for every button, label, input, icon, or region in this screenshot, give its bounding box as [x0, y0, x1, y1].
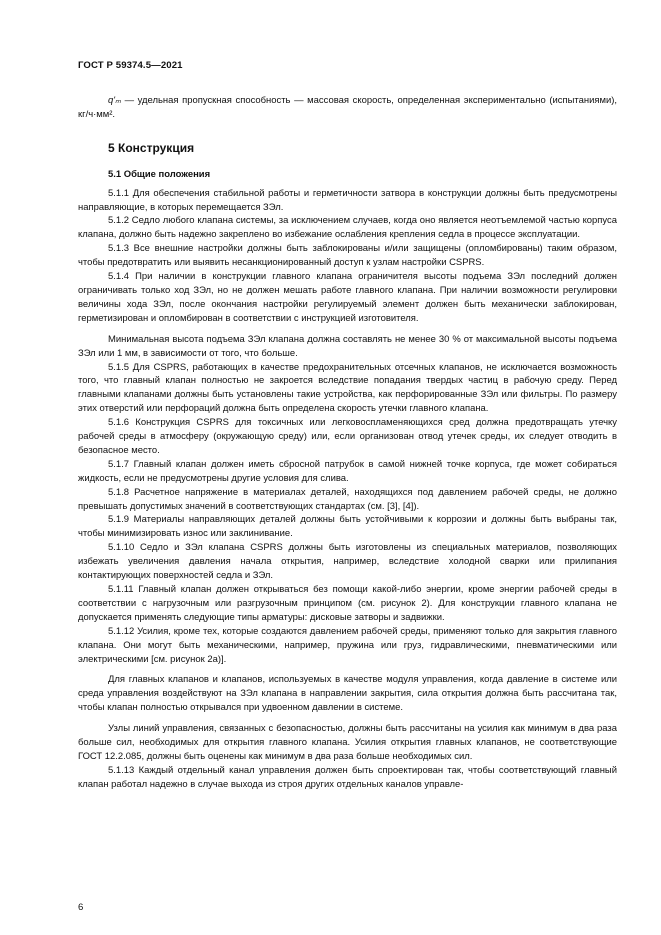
paragraph: 5.1.6 Конструкция CSPRS для токсичных или легковоспламеняющихся сред должна предотвращать утечку рабочей среды в атмосферу (окружающую среду) или, если организован отвод утечек среды, их следует отводить в безопасное место. [78, 417, 617, 456]
paragraph: 5.1.7 Главный клапан должен иметь сбросной патрубок в самой нижней точке корпуса, где может собираться жидкость, если не предусмотрены другие условия для слива. [78, 458, 617, 484]
paragraph: 5.1.10 Седло и ЗЭл клапана CSPRS должны быть изготовлены из специальных материалов, позволяющих избежать увеличения давления начала открытия, например, вследствие холодной сварки или прилипания контактирующих поверхностей седла и ЗЭл. [78, 542, 617, 582]
paragraph: 5.1.3 Все внешние настройки должны быть заблокированы и/или защищены (опломбированы) таким образом, чтобы предотвратить или выявить несанкционированный доступ к узлам настройки CSPRS. [78, 243, 617, 269]
paragraph: 5.1.4 При наличии в конструкции главного клапана ограничителя высоты подъема ЗЭл последний должен ограничивать только ход ЗЭл, но не должен мешать работе главного клапана. При наличии возможности регулировки величины хода ЗЭл, после окончания настройки регулируемый элемент должен быть механически заблокирован, герметизирован и опломбирован в соответствии с инструкцией изготовителя. [78, 271, 617, 324]
paragraph: Для главных клапанов и клапанов, используемых в качестве модуля управления, когда давление в системе или среда управления воздействуют на ЗЭл клапана в направлении закрытия, сила открытия должна быть рассчитана так, чтобы клапан полностью открывался при удвоенном давлении в системе. [78, 674, 617, 714]
paragraph: 5.1.8 Расчетное напряжение в материалах деталей, находящихся под давлением рабочей среды, не должно превышать допустимых значений в соответствующих стандартах (см. [3], [4]). [78, 486, 617, 512]
paragraph: 5.1.5 Для CSPRS, работающих в качестве предохранительных отсечных клапанов, не исключается возможность того, что главный клапан полностью не закроется вследствие попадания твердых частиц в рабочую среду. Перед главными клапанами должны быть установлены такие устройства, как перфорированные ЗЭл или фильтры. По размеру этих отверстий или перфораций должна быть определена скорость утечки главного клапана. [78, 361, 617, 415]
section-title: 5 Конструкция [108, 140, 195, 155]
document-body [78, 94, 617, 792]
subsection-title: 5.1 Общие положения [108, 168, 211, 180]
paragraph: Минимальная высота подъема ЗЭл клапана должна составлять не менее 30 % от максимальной высоты подъема ЗЭл или 1 мм, в зависимости от того, что больше. [78, 333, 617, 359]
page-number: 6 [78, 902, 84, 913]
document-header: ГОСТ Р 59374.5—2021 [78, 60, 183, 71]
paragraph: Узлы линий управления, связанных с безопасностью, должны быть рассчитаны на усилия как минимум в два раза больше сил, необходимых для открытия главного клапана. Усилия открытия главных клапанов, не соответствующие ГОСТ 12.2.085, должны быть оценены как минимум в два раза больше необходимых сил. [78, 723, 617, 762]
paragraph: 5.1.11 Главный клапан должен открываться без помощи какой-либо энергии, кроме энергии рабочей среды в соответствии с нагрузочным или разгрузочным принципом (см. рисунок 2). Для конструкции главного клапана не допускается применять следующие типы арматуры: дисковые затворы и задвижки. [78, 584, 617, 623]
definition-text: — удельная пропускная способность — массовая скорость, определенная экспериментально (испытаниями), кг/ч·мм². [78, 95, 617, 120]
definition-term: q'ₘ [108, 95, 121, 106]
definition [78, 94, 617, 122]
paragraph: 5.1.1 Для обеспечения стабильной работы и герметичности затвора в конструкции должны быть предусмотрены направляющие, в которых перемещается ЗЭл. [78, 187, 617, 213]
paragraph: 5.1.13 Каждый отдельный канал управления должен быть спроектирован так, чтобы соответствующий главный клапан работал надежно в случае выхода из строя других отдельных каналов управле- [78, 764, 617, 790]
paragraph: 5.1.12 Усилия, кроме тех, которые создаются давлением рабочей среды, применяют только для закрытия главного клапана. Они могут быть механическими, например, пружина или груз, гидравлическими, пневматическими или электрическими [см. рисунок 2а)]. [78, 625, 617, 665]
paragraph: 5.1.2 Седло любого клапана системы, за исключением случаев, когда оно является неотъемлемой частью корпуса клапана, должно быть надежно закреплено во избежание ослабления крепления седла в процессе эксплуатации. [78, 215, 617, 241]
paragraph: 5.1.9 Материалы направляющих деталей должны быть устойчивыми к коррозии и должны быть выбраны так, чтобы минимизировать износ или заклинивание. [78, 514, 617, 540]
